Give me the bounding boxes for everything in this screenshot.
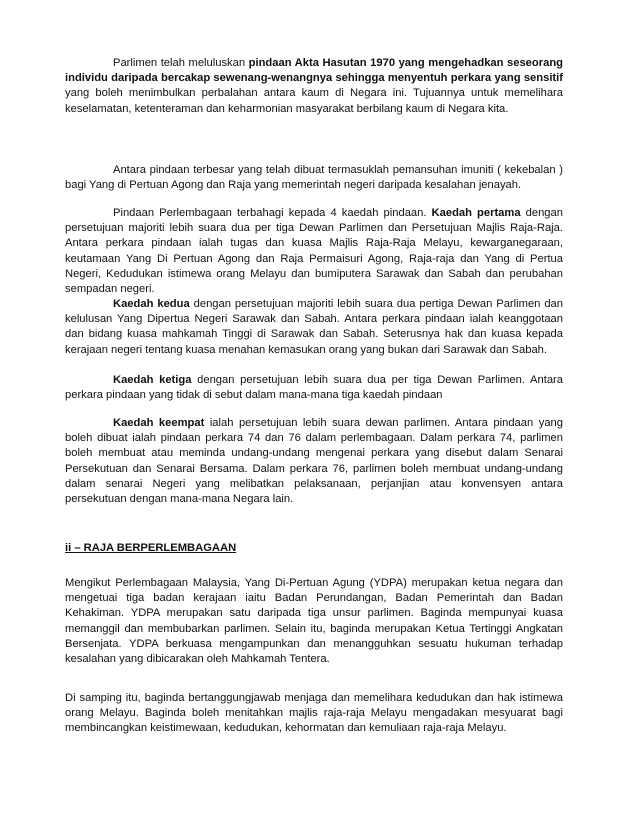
paragraph-text: dengan persetujuan majoriti lebih suara dua pertiga Dewan Parlimen dan kelulusan Yang Dipertua Negeri Sarawak dan Sabah. Antara perkara pindaan ialah keanggotaan dan bidang kuasa mahkamah Tinggi di Sarawak dan Sabah. Seterusnya hak dan kuasa kepada kerajaan negeri tentang kuasa menahan kemasukan orang yang bukan dari Sarawak dan Sabah. xyxy=(65,298,563,356)
paragraph-kaedah-keempat xyxy=(65,416,563,507)
paragraph-ydpa xyxy=(65,576,563,667)
paragraph-text: Mengikut Perlembagaan Malaysia, Yang Di-Pertuan Agung (YDPA) merupakan ketua negara dan mengetuai tiga badan kerajaan iaitu Badan Perundangan, Badan Pemerintah dan Badan Kehakiman. YDPA merupakan satu daripada tiga unsur parlimen. Baginda mempunyai kuasa memanggil dan membubarkan parlimen. Selain itu, baginda merupakan Ketua Tertinggi Angkatan Bersenjata. YDPA berkuasa mengampunkan dan menangguhkan sesuatu hukuman terhadap kesalahan yang dibicarakan oleh Mahkamah Tentera. xyxy=(65,577,563,666)
paragraph-text: Parlimen telah meluluskan xyxy=(113,57,249,69)
paragraph-text: dengan persetujuan lebih suara dua per tiga Dewan Parlimen. Antara perkara pindaan yang tidak di sebut dalam mana-mana tiga kaedah pindaan xyxy=(65,374,564,402)
paragraph-kaedah-pertama xyxy=(65,206,563,297)
bold-text: Kaedah keempat xyxy=(113,417,205,429)
paragraph-text: yang boleh menimbulkan perbalahan antara kaum di Negara ini. Tujuannya untuk memelihara keselamatan, ketenteraman dan keharmonian masyarakat berbilang kaum di Negara kita. xyxy=(65,87,563,115)
paragraph-kaedah-ketiga xyxy=(65,373,563,403)
bold-text: Kaedah pertama xyxy=(431,207,521,219)
paragraph-hak-istimewa xyxy=(65,691,563,737)
paragraph-imuniti xyxy=(65,163,563,193)
paragraph-kaedah-kedua xyxy=(65,297,563,358)
paragraph-text: Pindaan Perlembagaan terbahagi kepada 4 kaedah pindaan. xyxy=(113,207,432,219)
paragraph-akta-hasutan xyxy=(65,56,563,117)
section-heading: ii – RAJA BERPERLEMBAGAAN xyxy=(65,542,237,554)
paragraph-text: Di samping itu, baginda bertanggungjawab menjaga dan memelihara kedudukan dan hak istimewa orang Melayu. Baginda boleh menitahkan majlis raja-raja Melayu mengadakan mesyuarat bagi membincangkan keistimewaan, kedudukan, kehormatan dan kemuliaan raja-raja Melayu. xyxy=(65,692,563,735)
paragraph-text: Antara pindaan terbesar yang telah dibuat termasuklah pemansuhan imuniti ( kekebalan ) bagi Yang di Pertuan Agong dan Raja yang memerintah negeri daripada kesalahan jenayah. xyxy=(65,164,563,192)
bold-text: pindaan Akta Hasutan 1970 yang mengehadkan seseorang individu daripada bercakap sewenang-wenangnya sehingga menyentuh perkara yang sensitif xyxy=(65,57,563,85)
bold-text: Kaedah ketiga xyxy=(113,374,192,386)
bold-text: Kaedah kedua xyxy=(113,298,190,310)
paragraph-text: dengan persetujuan majoriti lebih suara dua per tiga Dewan Parlimen dan Persetujuan Majlis Raja-Raja. Antara perkara pindaan ialah tugas dan kuasa Majlis Raja-Raja Melayu, kewarganegaraan, keutamaan Yang Di Pertuan Agong dan Raja Permaisuri Agong, Raja-raja dan Yang di Pertua Negeri, Kedudukan istimewa orang Melayu dan bumiputera Sarawak dan Sabah dan perubahan sempadan negeri. xyxy=(65,207,563,296)
paragraph-text: ialah persetujuan lebih suara dewan parlimen. Antara pindaan yang boleh dibuat ialah pindaan perkara 74 dan 76 dalam perlembagaan. Dalam perkara 74, parlimen boleh membuat atau meminda undang-undang mengenai perkara yang disebut dalam Senarai Persekutuan dan Senarai Bersama. Dalam perkara 76, parlimen boleh membuat undang-undang dalam senarai Negeri yang melibatkan pelaksanaan, perjanjian atau konvensyen antara persekutuan dengan mana-mana Negara lain. xyxy=(65,417,563,506)
